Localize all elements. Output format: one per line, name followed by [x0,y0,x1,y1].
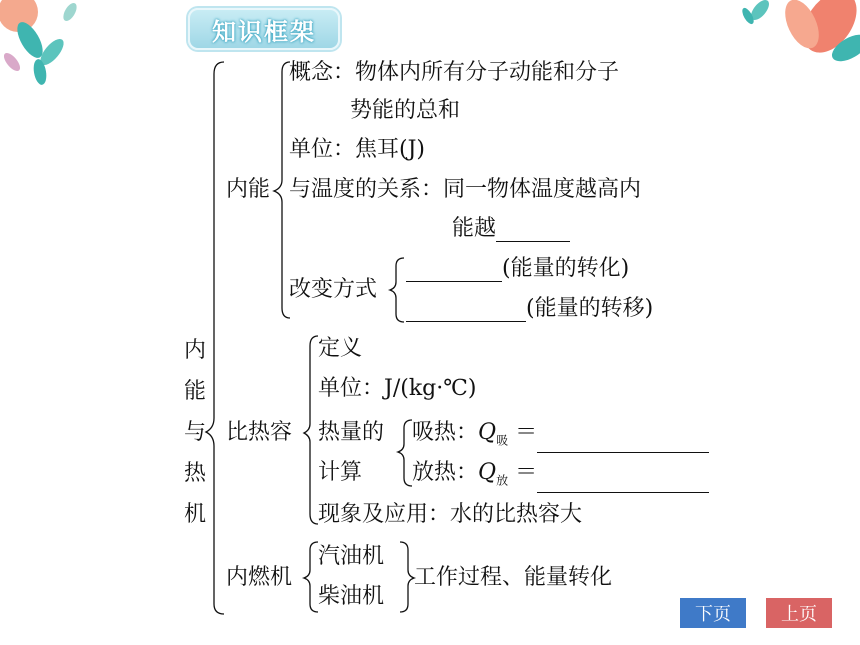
temp-relation-line-2 [452,216,570,242]
root-char: 内 [183,338,206,363]
temp-relation-text: 能越 [452,216,497,241]
q-symbol: Q [478,420,497,445]
engine-description: 工作过程、能量转化 [414,565,613,590]
change-method-b [406,296,653,322]
inner-energy-label: 内能 [226,177,271,202]
release-prefix: 放热： [412,460,479,485]
root-char: 与 [183,420,206,445]
concept-line-2: 势能的总和 [350,98,461,123]
specific-heat-definition: 定义 [318,336,363,361]
answer-blank[interactable] [406,301,526,322]
q-subscript: 放 [496,473,509,488]
next-page-button[interactable]: 下页 [680,598,746,628]
specific-heat-unit: 单位：J/(kg·℃) [318,376,477,401]
equals-sign: ＝ [515,420,538,445]
specific-heat-application: 现象及应用：水的比热容大 [318,502,583,527]
specific-heat-label: 比热容 [226,420,293,445]
heat-calc-label-1: 热量的 [318,420,385,445]
diesel-engine: 柴油机 [318,584,385,609]
section-title-badge: 知识框架 [188,8,340,50]
temp-relation-line-1: 与温度的关系：同一物体温度越高内 [289,177,642,202]
root-char: 热 [183,461,206,486]
root-char: 能 [183,379,206,404]
change-b-text: (能量的转移) [526,296,654,321]
absorb-formula [412,420,709,453]
prev-page-button[interactable]: 上页 [766,598,832,628]
answer-blank[interactable] [537,472,709,493]
answer-blank[interactable] [406,261,502,282]
change-method-label: 改变方式 [289,277,378,302]
change-a-text: (能量的转化) [502,256,630,281]
root-char: 机 [183,502,206,527]
engine-label: 内燃机 [226,565,293,590]
release-formula [412,460,709,493]
answer-blank[interactable] [496,221,570,242]
answer-blank[interactable] [537,432,709,453]
equals-sign: ＝ [515,460,538,485]
change-method-a [406,256,629,282]
absorb-prefix: 吸热： [412,420,479,445]
gasoline-engine: 汽油机 [318,544,385,569]
heat-calc-label-2: 计算 [318,460,363,485]
inner-energy-unit: 单位：焦耳(J) [289,137,425,162]
q-subscript: 吸 [496,433,509,448]
concept-line-1: 概念：物体内所有分子动能和分子 [289,60,620,85]
q-symbol: Q [478,460,497,485]
